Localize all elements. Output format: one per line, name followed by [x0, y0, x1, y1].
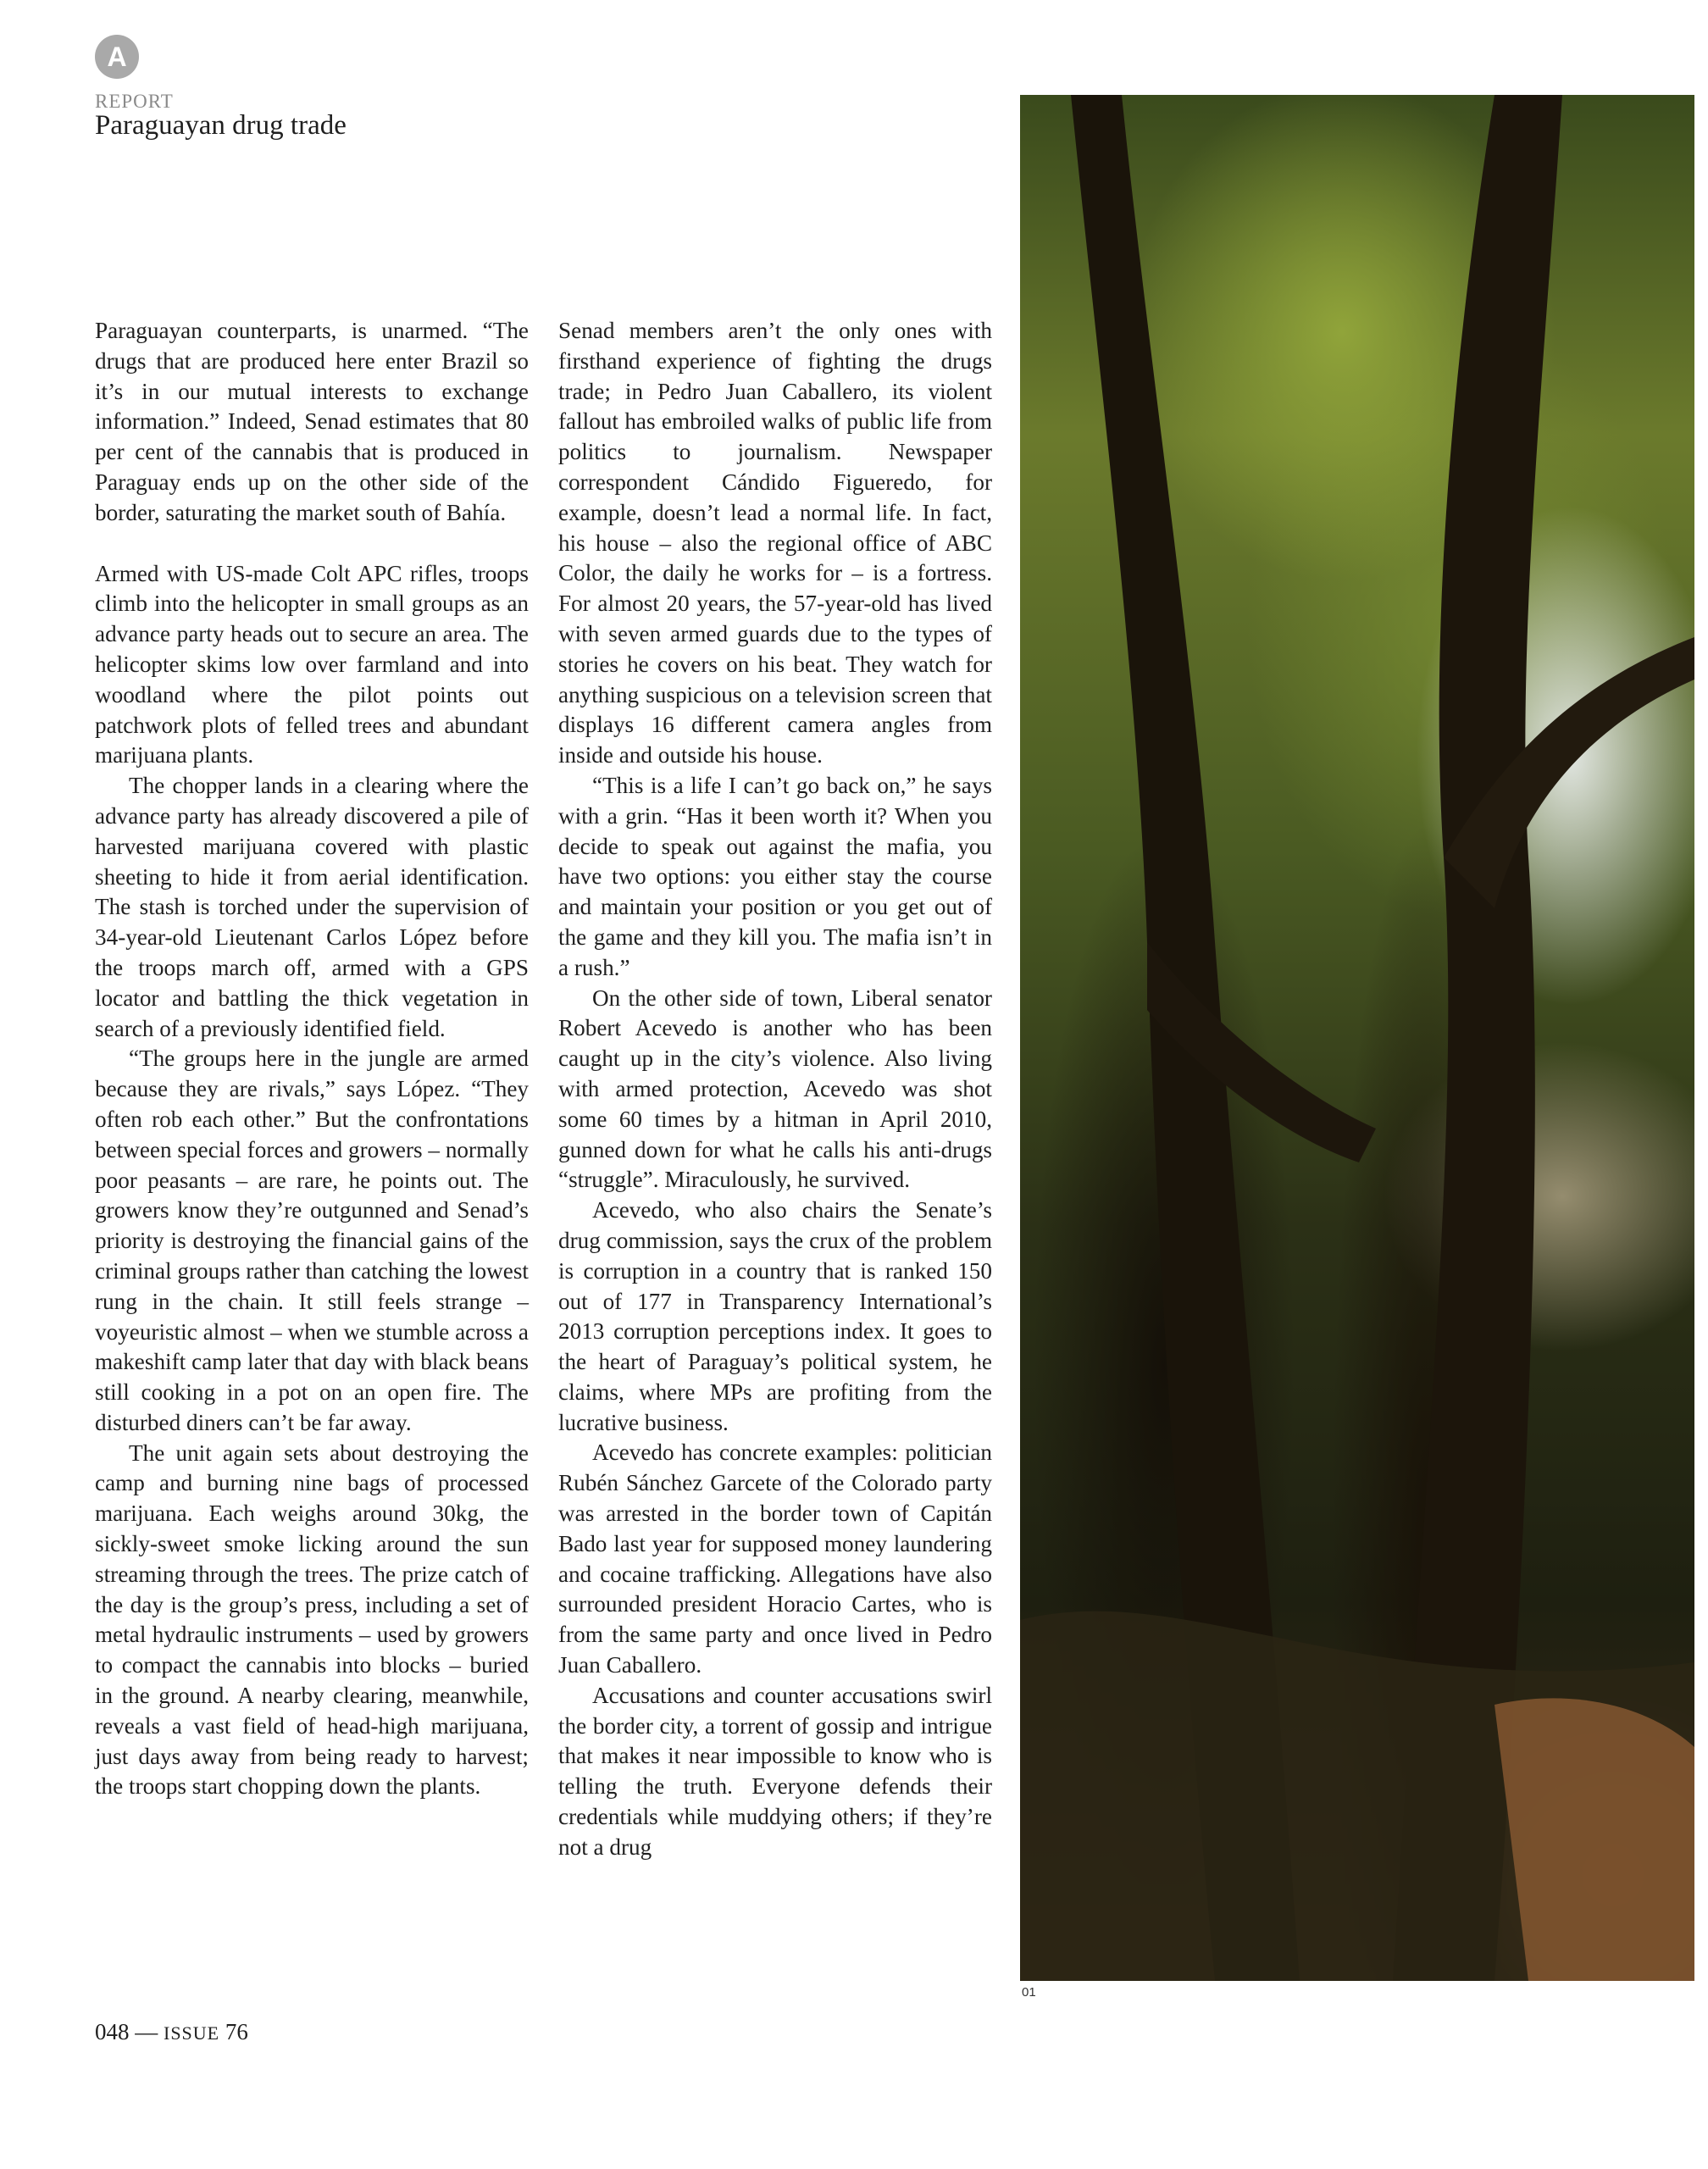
- paragraph: Accusations and counter accusations swirl the border city, a torrent of gossip and intrigue that makes it near impossible to know who is telling the truth. Everyone defends their credentials while muddying others; if they’re not a drug: [558, 1682, 992, 1860]
- section-label: REPORT: [95, 91, 174, 112]
- photo-caption: 01: [1022, 1985, 1036, 2000]
- paragraph: “This is a life I can’t go back on,” he says with a grin. “Has it been worth it? When you decide to speak out against the mafia, you have two options: you either stay the course and maintain your position or you get out of the game and they kill you. The mafia isn’t in a rush.”: [558, 772, 992, 980]
- tree-silhouette-graphic: [1020, 95, 1694, 1981]
- paragraph: Acevedo has concrete examples: politician Rubén Sánchez Garcete of the Colorado party was arrested in the border town of Capitán Bado last year for supposed money laundering and cocaine trafficking. Allegations have also surrounded president Horacio Cartes, who is from the same party and once lived in Pedro Juan Caballero.: [558, 1440, 992, 1678]
- issue-number: 76: [225, 2019, 248, 2044]
- section-badge: A: [95, 35, 139, 79]
- page-folio: [95, 2019, 248, 2045]
- left-column: [95, 316, 529, 1802]
- paragraph: Paraguayan counterparts, is unarmed. “The drugs that are produced here enter Brazil so it’s in our mutual interests to exchange information.” Indeed, Senad estimates that 80 per cent of the cannabis that is produced in Paraguay ends up on the other side of the border, saturating the market south of Bahía.: [95, 318, 529, 525]
- right-column: [558, 316, 992, 1863]
- paragraph-gap: [95, 529, 529, 559]
- paragraph: The unit again sets about destroying the camp and burning nine bags of processed marijuana. Each weighs around 30kg, the sickly-sweet smoke licking around the sun streaming through the trees. The prize catch of the day is the group’s press, including a set of metal hydraulic instruments – used by growers to compact the cannabis into blocks – buried in the ground. A nearby clearing, meanwhile, reveals a vast field of head-high marijuana, just days away from being ready to harvest; the troops start chopping down the plants.: [95, 1440, 529, 1800]
- paragraph: Armed with US-made Colt APC rifles, troops climb into the helicopter in small groups as an advance party heads out to secure an area. The helicopter skims low over farmland and into woodland where the pilot points out patchwork plots of felled trees and abundant marijuana plants.: [95, 560, 529, 768]
- folio-separator: —: [135, 2019, 158, 2044]
- paragraph: On the other side of town, Liberal senator Robert Acevedo is another who has been caught up in the city’s violence. Also living with armed protection, Acevedo was shot some 60 times by a hitman in April 2010, gunned down for what he calls his anti-drugs “struggle”. Miraculously, he survived.: [558, 985, 992, 1193]
- paragraph: Senad members aren’t the only ones with firsthand experience of fighting the drugs trade; in Pedro Juan Caballero, its violent fallout has embroiled walks of public life from politics to journalism. Newspaper correspondent Cándido Figueredo, for example, doesn’t lead a normal life. In fact, his house – also the regional office of ABC Color, the daily he works for – is a fortress. For almost 20 years, the 57-year-old has lived with seven armed guards due to the types of stories he covers on his beat. They watch for anything suspicious on a television screen that displays 16 different camera angles from inside and outside his house.: [558, 318, 992, 768]
- paragraph: The chopper lands in a clearing where the advance party has already discovered a pile of harvested marijuana covered with plastic sheeting to hide it from aerial identification. The stash is torched under the supervision of 34-year-old Lieutenant Carlos López before the troops march off, armed with a GPS locator and battling the thick vegetation in search of a previously identified field.: [95, 773, 529, 1041]
- paragraph: Acevedo, who also chairs the Senate’s drug commission, says the crux of the problem is corruption in a country that is ranked 150 out of 177 in Transparency International’s 2013 corruption perceptions index. It goes to the heart of Paraguay’s political system, he claims, where MPs are profiting from the lucrative business.: [558, 1197, 992, 1435]
- paragraph: “The groups here in the jungle are armed because they are rivals,” says López. “They often rob each other.” But the confrontations between special forces and growers – normally poor peasants – are rare, he points out. The growers know they’re outgunned and Senad’s priority is destroying the financial gains of the criminal groups rather than catching the lowest rung in the chain. It still feels strange – voyeuristic almost – when we stumble across a makeshift camp later that day with black beans still cooking in a pot on an open fire. The disturbed diners can’t be far away.: [95, 1046, 529, 1435]
- forest-photo: [1020, 95, 1694, 1981]
- page-number: 048: [95, 2019, 130, 2044]
- issue-label: ISSUE: [164, 2022, 220, 2044]
- headline: Paraguayan drug trade: [95, 110, 347, 141]
